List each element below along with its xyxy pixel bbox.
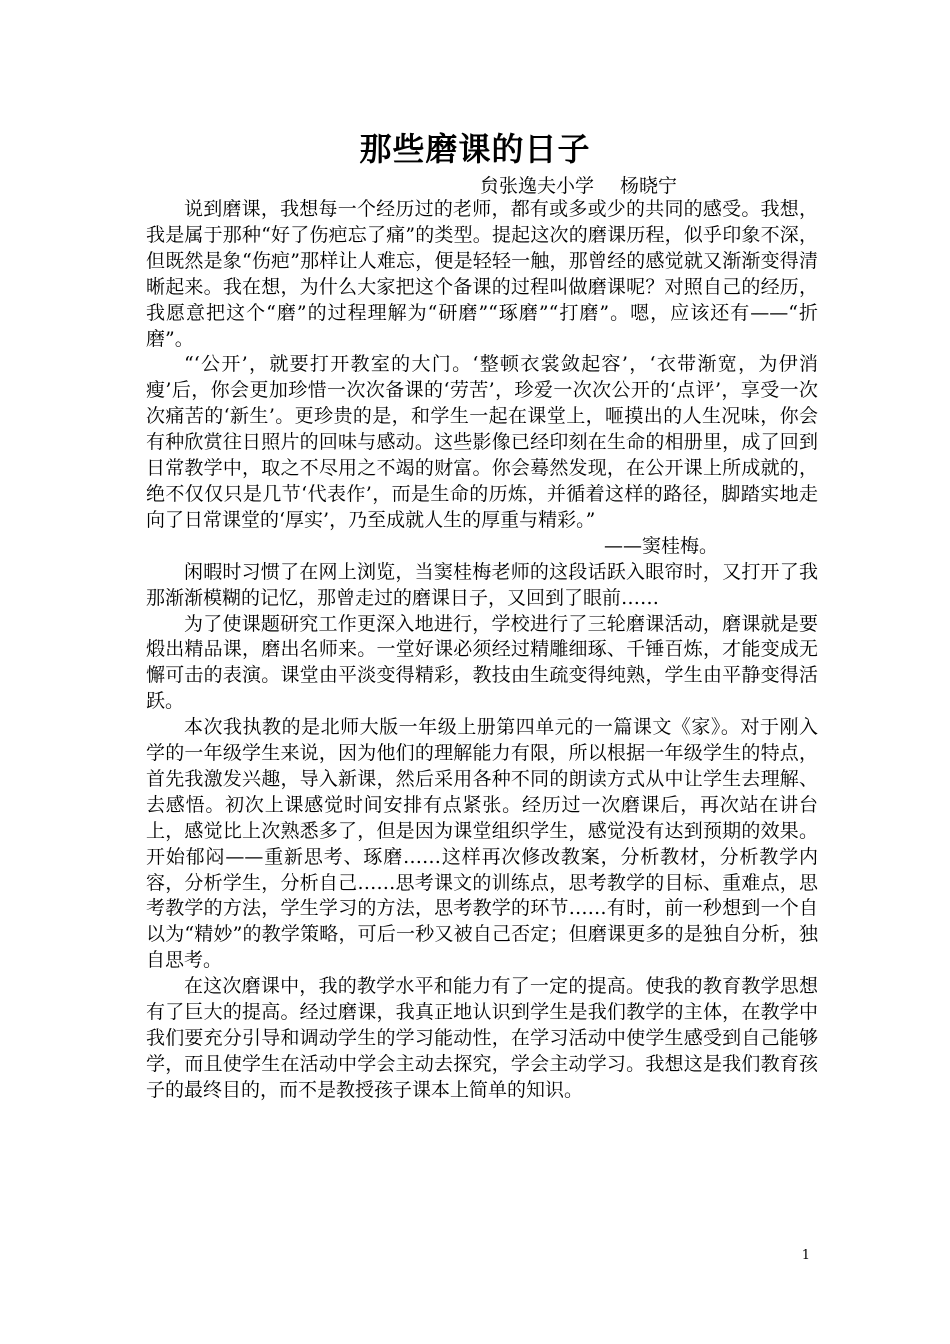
author-name: 杨晓宁 xyxy=(620,175,678,197)
paragraph: 本次我执教的是北师大版一年级上册第四单元的一篇课文《家》。对于刚入学的一年级学生来说，因为他们的理解能力有限，所以根据一年级学生的特点，首先我激发兴趣，导入新课，然后采用各种不同的朗读方式从中让学生去理解、去感悟。初次上课感觉时间安排有点紧张。经历过一次磨课后，再次站在讲台上，感觉比上次熟悉多了，但是因为课堂组织学生，感觉没有达到预期的效果。开始郁闷——重新思考、琢磨……这样再次修改教案，分析教材，分析教学内容，分析学生，分析自己……思考课文的训练点，思考教学的目标、重难点，思考教学的方法，学生学习的方法，思考教学的环节……有时，前一秒想到一个自以为“精妙”的教学策略，可后一秒又被自己否定；但磨课更多的是独自分析，独自思考。 xyxy=(146,716,818,972)
quote-paragraph: “‘公开’，就要打开教室的大门。‘整顿衣裳敛起容’，‘衣带渐宽，为伊消瘦’后，你会更加珍惜一次次备课的‘劳苦’，珍爱一次次公开的‘点评’，享受一次次痛苦的‘新生’。更珍贵的是，和学生一起在课堂上，咂摸出的人生况味，你会有种欣赏往日照片的回味与感动。这些影像已经印刻在生命的相册里，成了回到日常教学中，取之不尽用之不竭的财富。你会蓦然发现，在公开课上所成就的，绝不仅仅只是几节‘代表作’，而是生命的历炼，并循着这样的路径，脚踏实地走向了日常课堂的‘厚实’，乃至成就人生的厚重与精彩。” xyxy=(146,353,818,531)
paragraph: 在这次磨课中，我的教学水平和能力有了一定的提高。使我的教育教学思想有了巨大的提高。经过磨课，我真正地认识到学生是我们教学的主体，在教学中我们要充分引导和调动学生的学习能动性，在学习活动中使学生感受到自己能够学，而且使学生在活动中学会主动去探究，学会主动学习。我想这是我们教育孩子的最终目的，而不是教授孩子课本上简单的知识。 xyxy=(146,975,818,1101)
quote-attribution: ——窦桂梅。 xyxy=(603,534,718,557)
paragraph: 说到磨课，我想每一个经历过的老师，都有或多或少的共同的感受。我想，我是属于那种“好了伤疤忘了痛”的类型。提起这次的磨课历程，似乎印象不深，但既然是象“伤疤”那样让人难忘，便是轻轻一触，那曾经的感觉就又渐渐变得清晰起来。我在想，为什么大家把这个备课的过程叫做磨课呢？对照自己的经历，我愿意把这个“磨”的过程理解为“研磨”“琢磨”“打磨”。嗯，应该还有——“折磨”。 xyxy=(146,198,818,350)
page-number: 1 xyxy=(801,1248,810,1263)
school-name: 贠张逸夫小学 xyxy=(480,175,595,197)
byline xyxy=(480,173,677,199)
paragraph: 为了使课题研究工作更深入地进行，学校进行了三轮磨课活动，磨课就是要煅出精品课，磨出名师来。一堂好课必须经过精雕细琢、千锤百炼，才能变成无懈可击的表演。课堂由平淡变得精彩，教技由生疏变得纯熟，学生由平静变得活跃。 xyxy=(146,612,818,713)
document-body xyxy=(146,197,818,1104)
document-title: 那些磨课的日子 xyxy=(359,130,591,168)
paragraph: 闲暇时习惯了在网上浏览，当窦桂梅老师的这段话跃入眼帘时，又打开了我那渐渐模糊的记忆，那曾走过的磨课日子，又回到了眼前…… xyxy=(146,560,818,609)
